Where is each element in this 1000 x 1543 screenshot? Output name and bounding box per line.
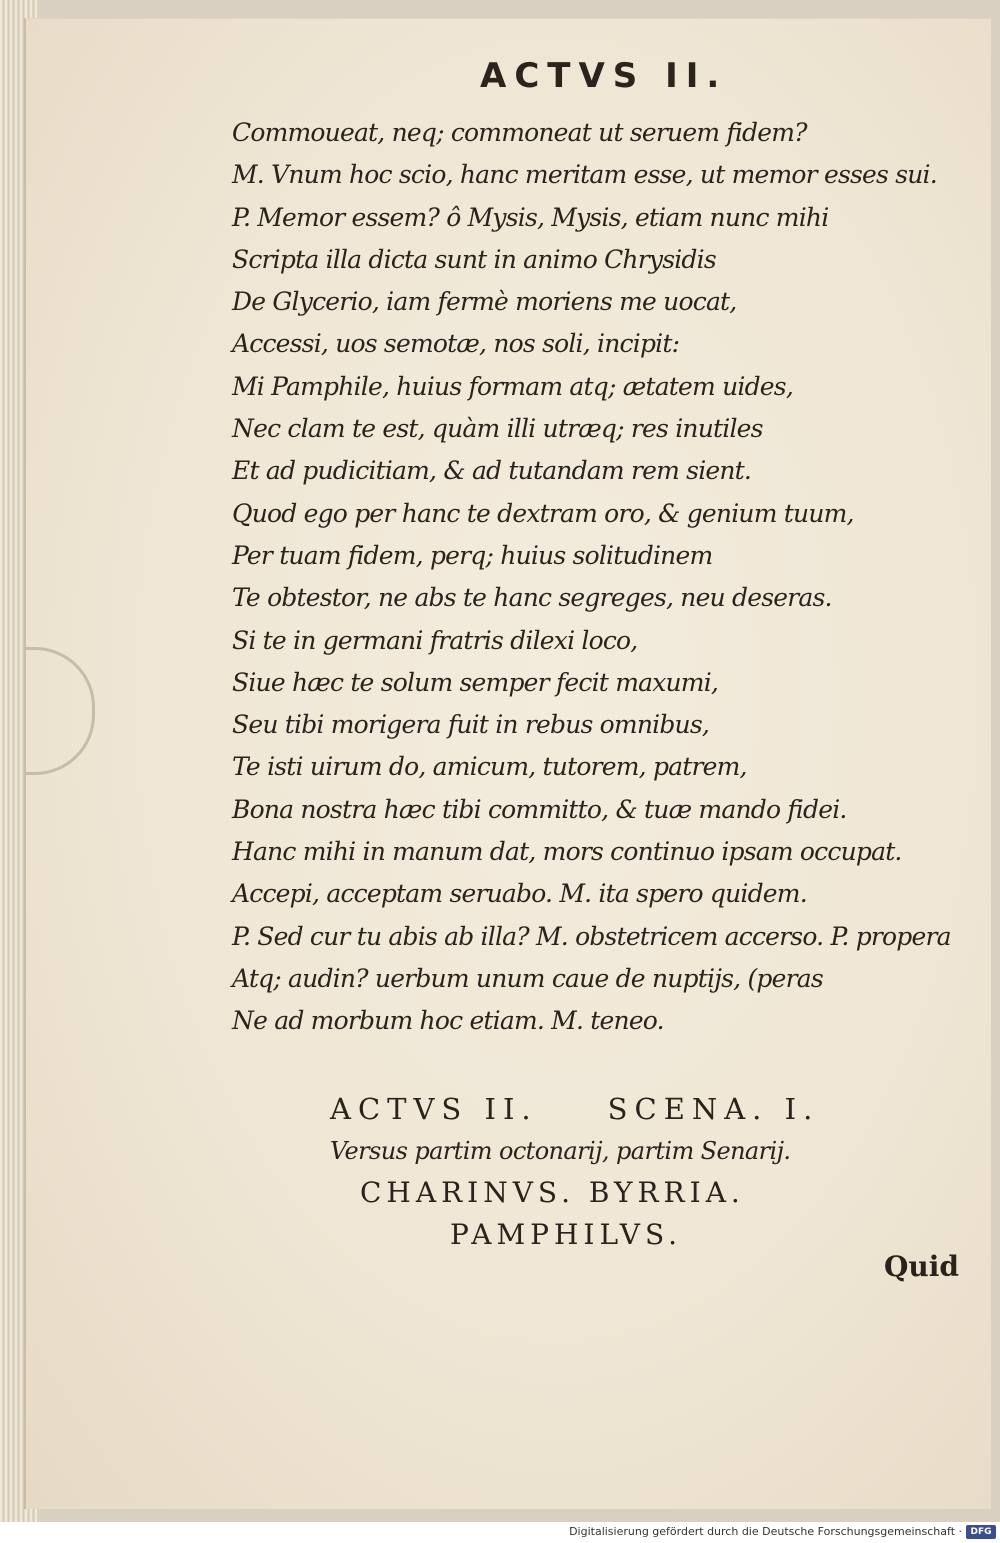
verse-text [232,112,972,1043]
verse-line: Te isti uirum do, amicum, tutorem, patrem, [232,752,747,782]
footer-bar [0,1522,1000,1543]
verse-line: Nec clam te est, quàm illi utræq; res inutiles [232,414,763,444]
scene-heading [330,1088,890,1256]
verse-line: De Glycerio, iam fermè moriens me uocat, [232,287,737,317]
verse-line: Hanc mihi in manum dat, mors continuo ipsam occupat. [232,837,902,867]
verse-line: Si te in germani fratris dilexi loco, [232,625,638,655]
verse-line: Seu tibi morigera fuit in rebus omnibus, [232,710,710,740]
verse-line: Per tuam fidem, perq; huius solitudinem [232,540,713,570]
dramatis-personae: CHARINVS. BYRRIA. [360,1176,745,1209]
verse-line: Accepi, acceptam seruabo. M. ita spero quidem. [232,879,807,909]
act-label: ACTVS II. [330,1092,538,1126]
verse-line: Scripta illa dicta sunt in animo Chrysidis [232,244,716,274]
verse-line: Accessi, uos semotæ, nos soli, incipit: [232,329,680,359]
verse-line: Et ad pudicitiam, & ad tutandam rem sient. [232,456,752,486]
running-head: ACTVS II. [480,56,728,96]
scene-label: SCENA. I. [607,1092,820,1126]
verse-line: Mi Pamphile, huius formam atq; ætatem uides, [232,371,793,401]
verse-line: M. Vnum hoc scio, hanc meritam esse, ut memor esses sui. [232,160,937,190]
verse-line: Ne ad morbum hoc etiam. M. teneo. [232,1006,664,1036]
page-clip-tab [26,647,95,775]
meter-note: Versus partim octonarij, partim Senarij. [330,1137,791,1165]
verse-line: Atq; audin? uerbum unum caue de nuptijs, (peras [232,963,823,993]
catchword: Quid [884,1250,959,1283]
verse-line: Siue hæc te solum semper fecit maxumi, [232,667,719,697]
dfg-logo-icon: DFG [966,1525,996,1539]
verse-line: Commoueat, neq; commoneat ut seruem fidem? [232,118,807,147]
verse-line: P. Memor essem? ô Mysis, Mysis, etiam nunc mihi [232,202,829,232]
verse-line: Te obtestor, ne abs te hanc segreges, neu deseras. [232,583,832,613]
verse-line: Quod ego per hanc te dextram oro, & genium tuum, [232,498,854,528]
funding-credit: Digitalisierung gefördert durch die Deutsche Forschungsgemeinschaft · [569,1525,962,1538]
verse-line: Bona nostra hæc tibi committo, & tuæ mando fidei. [232,794,847,824]
scene-title [330,1088,890,1130]
dramatis-personae-2: PAMPHILVS. [450,1218,683,1251]
verse-line: P. Sed cur tu abis ab illa? M. obstetricem accerso. P. propera [232,921,951,951]
